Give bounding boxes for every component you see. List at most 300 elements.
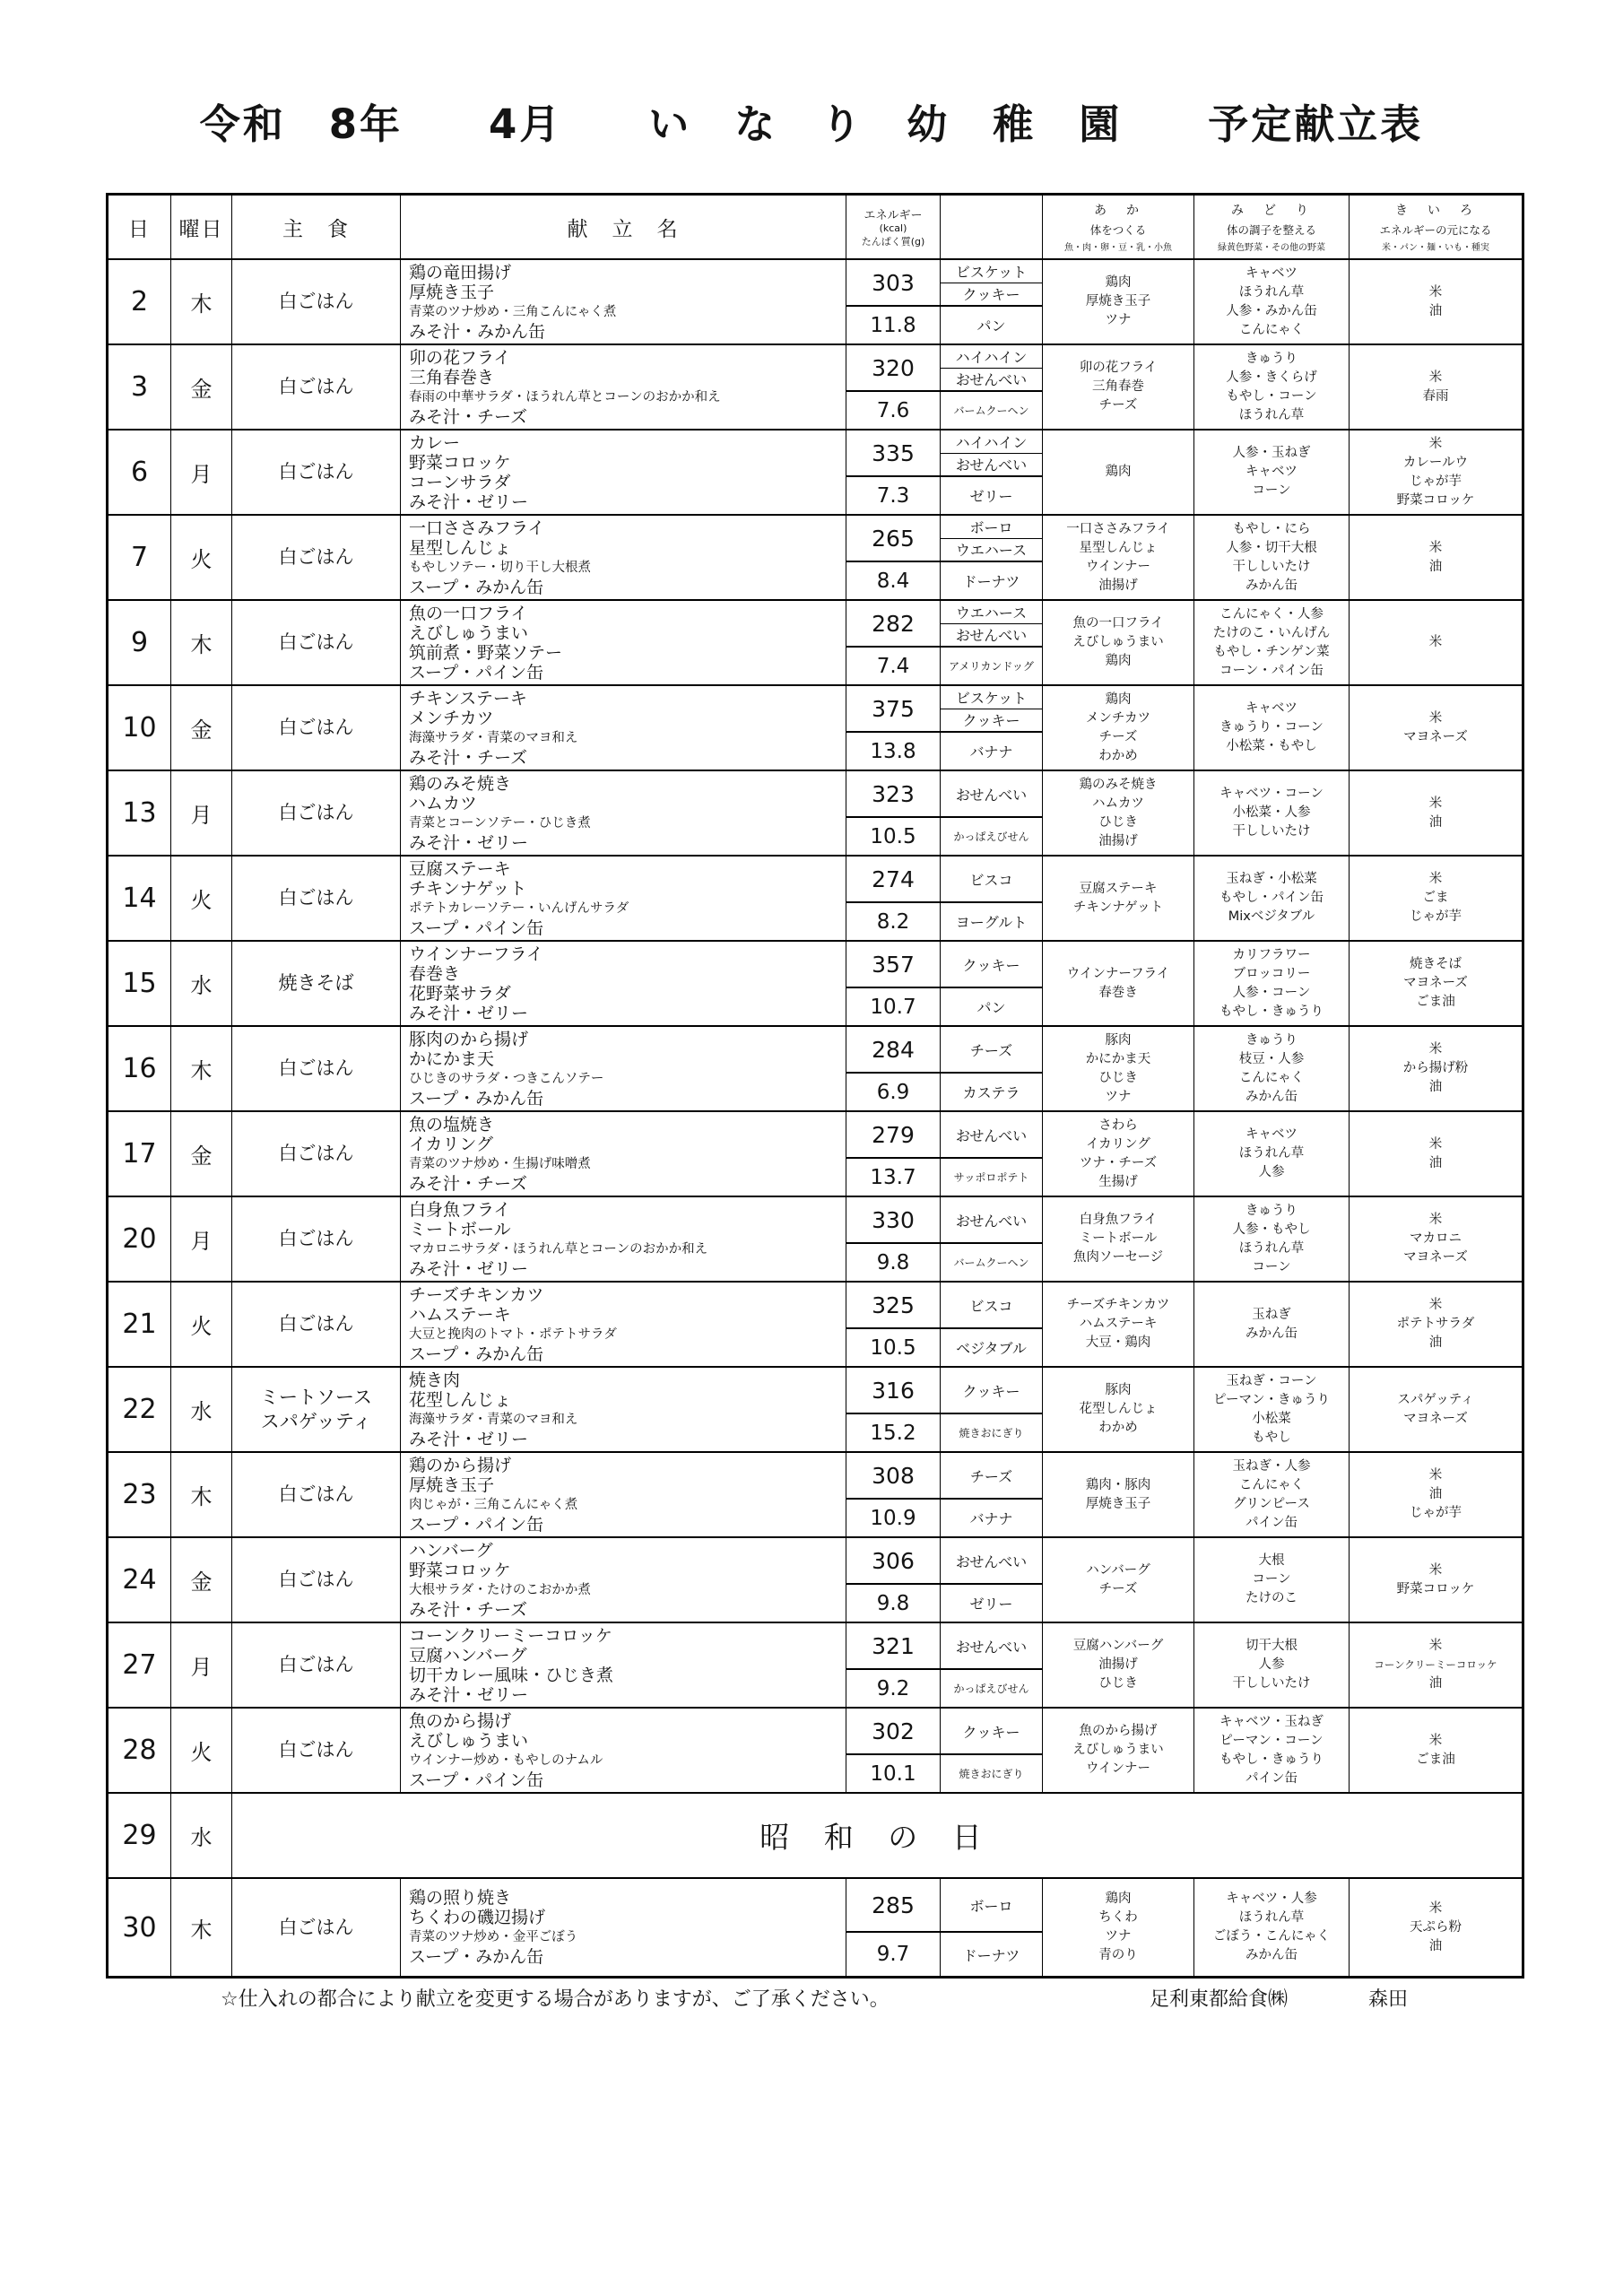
green-item: 干ししいたけ (1232, 824, 1311, 839)
staple-cell (232, 1453, 401, 1536)
menu-item: 星型しんじょ (409, 537, 512, 558)
kcal-value: 357 (846, 942, 940, 988)
weekday-cell: 木 (171, 1879, 232, 1976)
green-item: きゅうり (1245, 1203, 1298, 1218)
header-red-name: あ か (1094, 203, 1142, 218)
green-item: ほうれん草 (1238, 1910, 1305, 1925)
kcal-value: 279 (846, 1112, 940, 1159)
menu-item: ハンバーグ (409, 1540, 493, 1561)
header-yellow-foods: 米・パン・麺・いも・種実 (1382, 243, 1489, 254)
staple-cell (232, 1538, 401, 1622)
protein-value: 11.8 (870, 313, 916, 337)
kcal-value: 284 (846, 1027, 940, 1074)
red-group-cell (1043, 686, 1194, 770)
menu-item: スープ・みかん缶 (409, 1947, 544, 1967)
green-item: きゅうり・コーン (1219, 720, 1324, 735)
red-item: ツナ・チーズ (1079, 1155, 1158, 1170)
kcal-value: 316 (846, 1368, 940, 1414)
energy-cell (846, 260, 941, 344)
green-item: 小松菜・もやし (1226, 739, 1317, 753)
menu-item: ミートボール (409, 1219, 511, 1239)
day-cell: 15 (108, 942, 171, 1025)
energy-cell (846, 1453, 941, 1536)
snack-item: ウエハース (955, 542, 1028, 560)
menu-item: ウインナー炒め・もやしのナムル (409, 1752, 603, 1768)
green-item: コーン (1252, 483, 1291, 498)
kcal-value: 375 (846, 686, 940, 733)
red-item: ハンバーグ (1086, 1562, 1150, 1578)
energy-cell (846, 686, 941, 770)
menu-item: 卯の花フライ (409, 347, 511, 368)
weekday-cell: 木 (171, 1027, 232, 1110)
green-group-cell (1194, 1453, 1350, 1536)
snack-pm-item: バナナ (969, 1510, 1013, 1528)
menu-item: 青菜のツナ炒め・金平ごぼう (409, 1930, 578, 1944)
menu-item: みそ汁・ゼリー (409, 1003, 529, 1023)
green-item: 人参・きくらげ (1226, 370, 1317, 385)
red-item: えびしゅうまい (1072, 1743, 1164, 1757)
header-energy (846, 196, 941, 258)
energy-cell (846, 1283, 941, 1366)
green-item: 玉ねぎ・人参 (1232, 1458, 1311, 1474)
day-cell: 13 (108, 771, 171, 855)
red-item: 魚の一口フライ (1072, 616, 1164, 631)
red-item: 星型しんじょ (1079, 540, 1158, 555)
protein-value: 8.2 (876, 909, 910, 934)
red-item: 油揚げ (1098, 1657, 1138, 1672)
yellow-group-cell (1350, 1197, 1522, 1281)
menu-item: スープ・パイン缶 (409, 662, 544, 683)
snack-pm-item: ベジタブル (956, 1340, 1027, 1358)
snack-item: クッキー (962, 286, 1020, 304)
snack-pm-item: 焼きおにぎり (959, 1427, 1024, 1440)
menu-cell (401, 1879, 846, 1976)
red-item: 厚焼き玉子 (1085, 294, 1151, 309)
staple-text: 白ごはん (278, 1654, 354, 1675)
green-group-cell (1194, 686, 1350, 770)
menu-item: 鶏のみそ焼き (409, 773, 512, 794)
red-item: ツナ (1105, 1089, 1132, 1104)
red-group-cell (1043, 771, 1194, 855)
table-row (108, 1112, 1522, 1197)
green-item: ほうれん草 (1238, 1240, 1305, 1256)
yellow-item: マヨネーズ (1403, 976, 1468, 990)
green-item: たけのこ (1245, 1591, 1298, 1605)
menu-item: 一口ささみフライ (409, 517, 545, 538)
protein-value: 9.8 (876, 1591, 910, 1615)
weekday-cell: 火 (171, 1709, 232, 1792)
red-item: かにかま天 (1085, 1051, 1151, 1066)
table-row (108, 857, 1522, 942)
snack-cell (941, 1283, 1043, 1366)
snack-item: ビスケット (941, 260, 1042, 283)
day-cell: 2 (108, 260, 171, 344)
green-item: きゅうり (1245, 351, 1298, 366)
snack-cell (941, 942, 1043, 1025)
menu-item: イカリング (409, 1134, 494, 1154)
day-cell: 28 (108, 1709, 171, 1792)
staple-text: 白ごはん (278, 1916, 354, 1938)
green-item: キャベツ (1245, 465, 1298, 479)
table-row (108, 1879, 1522, 1976)
kcal-value: 308 (846, 1453, 940, 1500)
menu-item: カレー (409, 432, 461, 453)
yellow-group-cell (1350, 771, 1522, 855)
yellow-item: 米 (1428, 370, 1443, 385)
day-cell: 17 (108, 1112, 171, 1196)
green-item: コーン (1252, 1259, 1291, 1274)
green-item: 大根 (1258, 1553, 1285, 1568)
green-item: Mixベジタブル (1228, 909, 1315, 924)
green-item: 玉ねぎ・コーン (1226, 1373, 1317, 1388)
staple-text: 白ごはん (278, 1143, 354, 1164)
snack-cell (941, 1027, 1043, 1110)
protein-value: 7.4 (876, 654, 910, 678)
menu-item: 魚のから揚げ (409, 1710, 512, 1731)
yellow-item: コーンクリーミーコロッケ (1374, 1658, 1497, 1671)
energy-cell (846, 1709, 941, 1792)
menu-item: みそ汁・チーズ (409, 1173, 528, 1194)
menu-cell (401, 516, 846, 599)
red-item: ミートボール (1079, 1231, 1158, 1246)
staple-cell (232, 686, 401, 770)
snack-cell (941, 1368, 1043, 1451)
energy-cell (846, 1368, 941, 1451)
green-item: キャベツ (1245, 701, 1298, 716)
yellow-item: 米 (1428, 1136, 1443, 1152)
weekday-cell: 月 (171, 771, 232, 855)
table-row (108, 1623, 1522, 1709)
staple-text: ミートソース (260, 1386, 372, 1408)
menu-item: みそ汁・ゼリー (409, 1429, 529, 1449)
menu-item: スープ・パイン缶 (409, 918, 544, 938)
green-item: キャベツ (1245, 265, 1298, 281)
header-red-group (1043, 196, 1194, 258)
yellow-group-cell (1350, 857, 1522, 940)
yellow-item: 米 (1428, 635, 1443, 649)
yellow-item: ごま油 (1416, 995, 1455, 1009)
yellow-item: 米 (1428, 872, 1443, 886)
menu-item: 豆腐ステーキ (409, 858, 511, 879)
yellow-item: スパゲッティ (1397, 1392, 1474, 1407)
green-item: 干ししいたけ (1232, 559, 1311, 574)
footer-supplier: 足利東都給食㈱ (1149, 1988, 1288, 2011)
snack-cell (941, 430, 1043, 514)
protein-value: 10.1 (870, 1761, 916, 1786)
weekday-cell: 金 (171, 345, 232, 429)
yellow-item: 油 (1428, 814, 1443, 830)
snack-pm-item: ゼリー (969, 488, 1013, 506)
menu-cell (401, 1368, 846, 1451)
staple-cell (232, 601, 401, 684)
red-group-cell (1043, 516, 1194, 599)
day-cell: 9 (108, 601, 171, 684)
green-item: みかん缶 (1245, 1948, 1298, 1962)
snack-item: おせんべい (955, 371, 1028, 389)
snack-item: おせんべい (955, 1126, 1028, 1144)
green-item: もやし (1252, 1430, 1291, 1445)
header-energy-title: エネルギー (864, 209, 923, 222)
green-item: ピーマン・きゅうり (1213, 1392, 1330, 1407)
holiday-label: 昭 和 の 日 (759, 1820, 994, 1855)
table-header-row (108, 196, 1522, 260)
red-item: 鶏肉 (1105, 654, 1132, 668)
day-cell: 21 (108, 1283, 171, 1366)
menu-item: 野菜コロッケ (409, 452, 511, 473)
green-item: カリフラワー (1232, 947, 1311, 962)
table-row (108, 942, 1522, 1027)
yellow-group-cell (1350, 1623, 1522, 1707)
day-cell: 7 (108, 516, 171, 599)
energy-cell (846, 942, 941, 1025)
green-item: ほうれん草 (1238, 1146, 1305, 1161)
energy-cell (846, 345, 941, 429)
red-group-cell (1043, 430, 1194, 514)
red-item: ツナ (1105, 313, 1132, 327)
day-cell: 22 (108, 1368, 171, 1451)
menu-cell (401, 942, 846, 1025)
kcal-value: 321 (846, 1623, 940, 1670)
red-item: ツナ (1105, 1929, 1132, 1944)
snack-am-group (941, 1453, 1042, 1500)
yellow-item: 米 (1428, 796, 1443, 811)
yellow-item: 春雨 (1422, 388, 1449, 404)
red-group-cell (1043, 1879, 1194, 1976)
menu-cell (401, 260, 846, 344)
staple-text: 白ごはん (278, 1739, 354, 1761)
menu-cell (401, 430, 846, 514)
snack-am-group (941, 260, 1042, 307)
yellow-item: 米 (1428, 436, 1443, 451)
staple-text: 白ごはん (278, 802, 354, 823)
menu-item: みそ汁・ゼリー (409, 1684, 529, 1705)
red-item: ひじき (1098, 1070, 1138, 1085)
green-item: 干ししいたけ (1232, 1676, 1311, 1691)
staple-text: 白ごはん (278, 376, 354, 397)
menu-item: 豚肉のから揚げ (409, 1029, 529, 1049)
yellow-item: 米 (1428, 284, 1443, 300)
menu-item: みそ汁・ゼリー (409, 1258, 529, 1279)
weekday-cell: 月 (171, 1623, 232, 1707)
table-row (108, 771, 1522, 857)
menu-item: 厚焼き玉子 (409, 1474, 495, 1495)
green-item: 人参・コーン (1232, 985, 1311, 1000)
menu-item: えびしゅうまい (409, 1730, 529, 1751)
red-item: チーズ (1098, 398, 1138, 413)
energy-cell (846, 1197, 941, 1281)
red-group-cell (1043, 1112, 1194, 1196)
header-staple-label: 主 食 (282, 217, 350, 241)
red-item: 鶏肉 (1105, 275, 1132, 290)
table-row (108, 1283, 1522, 1368)
yellow-item: 油 (1428, 1676, 1443, 1691)
weekday-cell: 金 (171, 1112, 232, 1196)
table-row (108, 260, 1522, 345)
red-item: チーズ (1098, 1581, 1138, 1596)
snack-am-group (941, 1368, 1042, 1414)
red-group-cell (1043, 260, 1194, 344)
menu-item: マカロニサラダ・ほうれん草とコーンのおかか和え (409, 1241, 708, 1257)
protein-value: 13.8 (870, 739, 916, 763)
yellow-item: 米 (1428, 1733, 1443, 1748)
red-item: 鶏のみそ焼き (1079, 777, 1158, 792)
green-group-cell (1194, 516, 1350, 599)
kcal-value: 325 (846, 1283, 940, 1329)
energy-cell (846, 601, 941, 684)
yellow-item: から揚げ粉 (1402, 1061, 1469, 1075)
staple-text: 白ごはん (278, 461, 354, 483)
yellow-item: 油 (1428, 1155, 1443, 1170)
snack-item: ビスコ (969, 871, 1013, 889)
green-item: 玉ねぎ・小松菜 (1226, 872, 1317, 886)
menu-cell (401, 771, 846, 855)
weekday-cell: 木 (171, 260, 232, 344)
staple-cell (232, 260, 401, 344)
snack-item: おせんべい (955, 627, 1028, 645)
menu-cell (401, 1112, 846, 1196)
protein-value: 6.9 (876, 1080, 910, 1104)
red-item: 春巻き (1098, 985, 1138, 1000)
green-item: 人参 (1258, 1165, 1285, 1179)
snack-cell (941, 1623, 1043, 1707)
menu-cell (401, 1538, 846, 1622)
protein-value: 10.7 (870, 995, 916, 1019)
snack-cell (941, 601, 1043, 684)
menu-item: えびしゅうまい (409, 622, 529, 643)
table-row (108, 1027, 1522, 1112)
yellow-group-cell (1350, 516, 1522, 599)
red-item: 豆腐ステーキ (1079, 881, 1158, 896)
red-item: さわら (1098, 1118, 1138, 1133)
menu-item: 白身魚フライ (409, 1199, 511, 1220)
protein-value: 10.5 (870, 1335, 916, 1360)
yellow-group-cell (1350, 1283, 1522, 1366)
snack-item: ボーロ (941, 516, 1042, 539)
snack-pm-item: かっぱえびせん (953, 831, 1029, 844)
snack-cell (941, 1538, 1043, 1622)
menu-item: 焼き肉 (409, 1370, 461, 1390)
table-row (108, 601, 1522, 686)
kcal-value: 303 (846, 260, 940, 307)
snack-item: クッキー (962, 956, 1020, 974)
green-item: たけのこ・いんげん (1212, 625, 1331, 640)
yellow-item: マヨネーズ (1403, 1411, 1468, 1426)
energy-cell (846, 1538, 941, 1622)
green-group-cell (1194, 601, 1350, 684)
red-item: ひじき (1098, 814, 1138, 830)
table-row (108, 1368, 1522, 1453)
green-group-cell (1194, 1283, 1350, 1366)
yellow-item: ごま (1422, 891, 1449, 905)
yellow-item: 野菜コロッケ (1396, 1581, 1475, 1596)
menu-item: スープ・みかん缶 (409, 1344, 544, 1364)
header-weekday-label: 曜日 (178, 217, 224, 241)
snack-item: ビスコ (969, 1297, 1013, 1315)
snack-pm-item: バームクーヘン (953, 1257, 1029, 1270)
yellow-item: 米 (1428, 1639, 1443, 1653)
header-menu (401, 196, 846, 258)
weekday-cell: 木 (171, 601, 232, 684)
yellow-item: 米 (1428, 1468, 1443, 1483)
menu-item: 魚の塩焼き (409, 1114, 495, 1135)
green-group-cell (1194, 345, 1350, 429)
menu-cell (401, 1197, 846, 1281)
green-item: キャベツ・人参 (1226, 1892, 1317, 1906)
green-item: グリンピース (1233, 1496, 1310, 1511)
snack-am-group (941, 1538, 1042, 1585)
menu-cell (401, 1623, 846, 1707)
green-item: ピーマン・コーン (1219, 1733, 1324, 1748)
green-item: 人参 (1258, 1657, 1285, 1672)
staple-text: 白ごはん (278, 291, 354, 312)
red-item: 一口ささみフライ (1066, 521, 1170, 536)
staple-text: 白ごはん (278, 887, 354, 909)
staple-cell (232, 1368, 401, 1451)
yellow-group-cell (1350, 1709, 1522, 1792)
green-item: 枝豆・人参 (1238, 1051, 1305, 1066)
snack-item: ハイハイン (941, 345, 1042, 369)
protein-value: 9.8 (876, 1250, 910, 1274)
yellow-item: 米 (1428, 1562, 1443, 1578)
menu-item: 切干カレー風味・ひじき煮 (409, 1665, 614, 1685)
kcal-value: 320 (846, 345, 940, 392)
day-cell: 20 (108, 1197, 171, 1281)
green-item: みかん缶 (1245, 1089, 1298, 1104)
table-row (108, 1709, 1522, 1794)
green-item: コーン・パイン缶 (1219, 663, 1324, 678)
red-item: 魚のから揚げ (1079, 1724, 1158, 1738)
red-item: 厚焼き玉子 (1085, 1496, 1151, 1511)
yellow-group-cell (1350, 1538, 1522, 1622)
snack-am-group (941, 1623, 1042, 1670)
snack-cell (941, 1112, 1043, 1196)
menu-item: 青菜とコーンソテー・ひじき煮 (409, 815, 591, 831)
menu-item: みそ汁・チーズ (409, 406, 528, 427)
red-item: イカリング (1086, 1136, 1150, 1152)
kcal-value: 323 (846, 771, 940, 818)
snack-am-group (941, 1283, 1042, 1329)
yellow-item: 油 (1428, 1335, 1443, 1350)
yellow-group-cell (1350, 686, 1522, 770)
snack-item: ビスケット (941, 686, 1042, 709)
header-green-name: み ど り (1231, 203, 1312, 218)
snack-am-group (941, 942, 1042, 988)
menu-cell (401, 1709, 846, 1792)
red-item: ウインナー (1085, 1761, 1151, 1776)
snack-item: おせんべい (955, 1212, 1028, 1230)
green-item: パイン缶 (1245, 1515, 1298, 1530)
header-green-role: 体の調子を整える (1226, 222, 1316, 237)
protein-value: 10.9 (870, 1506, 916, 1530)
yellow-group-cell (1350, 1027, 1522, 1110)
menu-item: ポテトカレーソテー・いんげんサラダ (409, 900, 629, 916)
menu-item: かにかま天 (409, 1048, 495, 1069)
red-item: 三角春巻 (1092, 379, 1144, 394)
menu-item: みそ汁・ゼリー (409, 491, 529, 512)
snack-item: おせんべい (955, 1638, 1028, 1656)
yellow-item: じゃが芋 (1410, 909, 1462, 924)
menu-item: スープ・パイン缶 (409, 1514, 544, 1535)
snack-cell (941, 516, 1043, 599)
menu-item: 大根サラダ・たけのこおかか煮 (409, 1582, 591, 1597)
header-yellow-name: き い ろ (1395, 203, 1476, 218)
red-group-cell (1043, 1453, 1194, 1536)
red-group-cell (1043, 1197, 1194, 1281)
table-row (108, 430, 1522, 516)
menu-item: チキンナゲット (409, 878, 527, 899)
snack-pm-item: ヨーグルト (955, 914, 1028, 932)
green-group-cell (1194, 1879, 1350, 1976)
